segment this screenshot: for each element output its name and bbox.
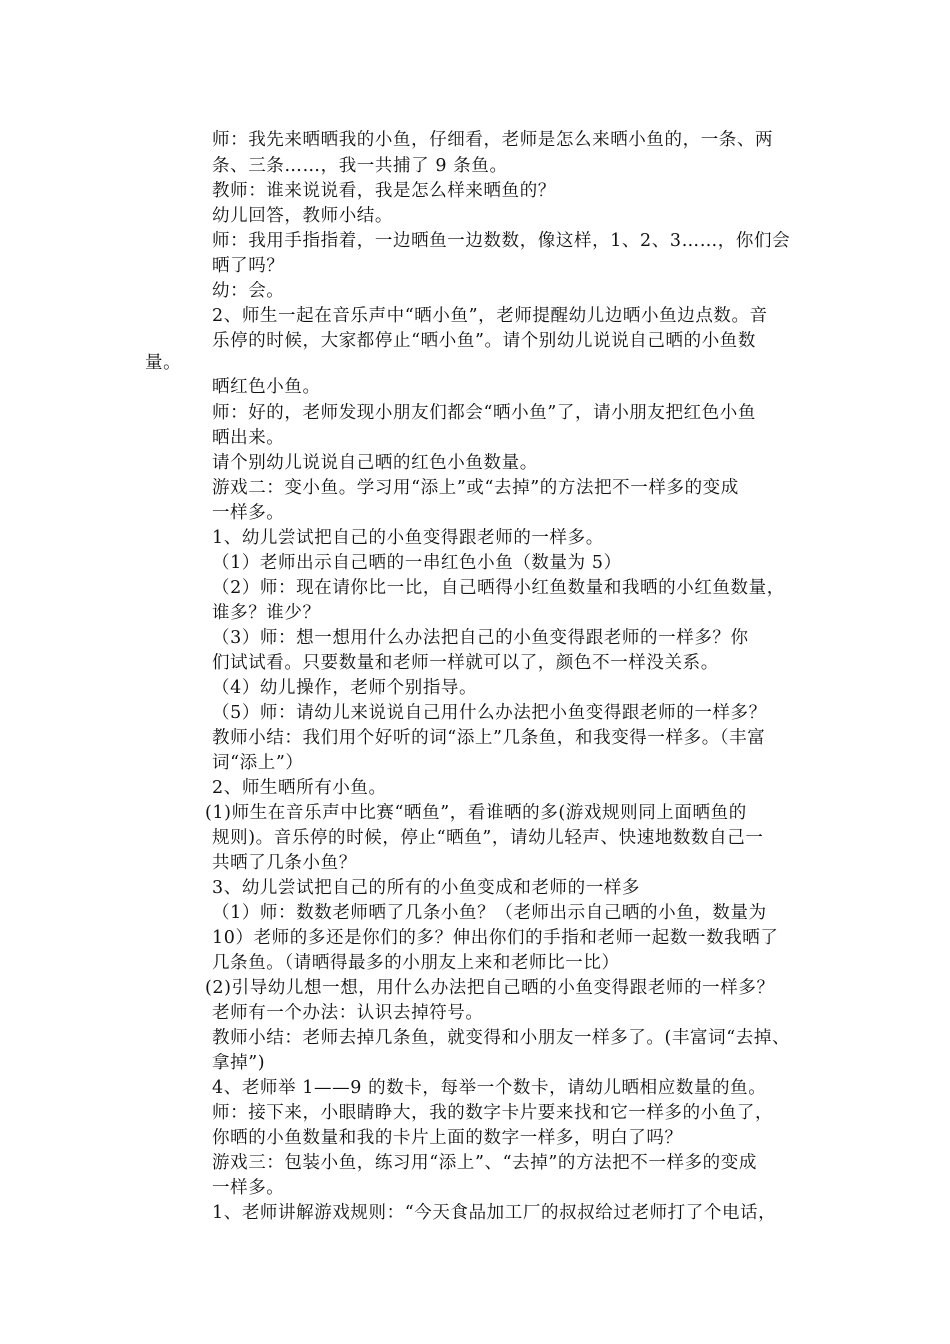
text-line: 教师小结：我们用个好听的词“添上”几条鱼，和我变得一样多。（丰富 bbox=[212, 728, 766, 748]
text-line: 1、老师讲解游戏规则：“今天食品加工厂的叔叔给过老师打了个电话， bbox=[212, 1203, 777, 1223]
text-line: 师：我先来晒晒我的小鱼，仔细看，老师是怎么来晒小鱼的，一条、两 bbox=[212, 130, 774, 150]
text-line: 10）老师的多还是你们的多？伸出你们的手指和老师一起数一数我晒了 bbox=[212, 928, 779, 948]
text-line: 师：好的，老师发现小朋友们都会“晒小鱼”了，请小朋友把红色小鱼 bbox=[212, 403, 756, 423]
text-line: 你晒的小鱼数量和我的卡片上面的数字一样多，明白了吗？ bbox=[212, 1128, 683, 1148]
text-line: 教师小结：老师去掉几条鱼，就变得和小朋友一样多了。(丰富词“去掉、 bbox=[212, 1028, 791, 1048]
text-line: 师：我用手指指着，一边晒鱼一边数数，像这样，1、2、3……，你们会 bbox=[212, 231, 791, 251]
text-line: 师：接下来，小眼睛睁大，我的数字卡片要来找和它一样多的小鱼了， bbox=[212, 1103, 774, 1123]
text-line: 条、三条……，我一共捕了 9 条鱼。 bbox=[212, 156, 508, 176]
text-line: 教师：谁来说说看，我是怎么样来晒鱼的？ bbox=[212, 181, 556, 201]
text-line: 一样多。 bbox=[212, 1178, 285, 1198]
text-line: （3）师：想一想用什么办法把自己的小鱼变得跟老师的一样多？你 bbox=[212, 628, 749, 648]
text-line: （4）幼儿操作，老师个别指导。 bbox=[212, 678, 478, 698]
text-line: 请个别幼儿说说自己晒的红色小鱼数量。 bbox=[212, 453, 538, 473]
text-line: 词“添上”） bbox=[212, 753, 304, 773]
text-line: 量。 bbox=[145, 353, 182, 373]
text-line: 2、师生一起在音乐声中“晒小鱼”，老师提醒幼儿边晒小鱼边点数。音 bbox=[212, 306, 768, 326]
text-line: 4、老师举 1——9 的数卡，每举一个数卡，请幼儿晒相应数量的鱼。 bbox=[212, 1078, 767, 1098]
text-line: 游戏二：变小鱼。学习用“添上”或“去掉”的方法把不一样多的变成 bbox=[212, 478, 739, 498]
text-line: 幼：会。 bbox=[212, 281, 285, 301]
text-line: （5）师：请幼儿来说说自己用什么办法把小鱼变得跟老师的一样多？ bbox=[212, 703, 767, 723]
text-line: 规则)。音乐停的时候，停止“晒鱼”，请幼儿轻声、快速地数数自己一 bbox=[212, 828, 764, 848]
text-line: （1）老师出示自己晒的一串红色小鱼（数量为 5） bbox=[212, 553, 622, 573]
text-line: （1）师：数数老师晒了几条小鱼？（老师出示自己晒的小鱼，数量为 bbox=[212, 903, 767, 923]
text-line: 一样多。 bbox=[212, 503, 285, 523]
text-line: 晒出来。 bbox=[212, 428, 285, 448]
text-line: 老师有一个办法：认识去掉符号。 bbox=[212, 1003, 484, 1023]
text-line: 谁多？谁少？ bbox=[212, 603, 321, 623]
text-line: (1)师生在音乐声中比赛“晒鱼”，看谁晒的多(游戏规则同上面晒鱼的 bbox=[205, 803, 747, 823]
text-line: 3、幼儿尝试把自己的所有的小鱼变成和老师的一样多 bbox=[212, 878, 641, 898]
text-line: 2、师生晒所有小鱼。 bbox=[212, 778, 387, 798]
text-line: 晒红色小鱼。 bbox=[212, 377, 321, 397]
text-line: 们试试看。只要数量和老师一样就可以了，颜色不一样没关系。 bbox=[212, 653, 719, 673]
text-line: (2)引导幼儿想一想，用什么办法把自己晒的小鱼变得跟老师的一样多？ bbox=[205, 978, 775, 998]
text-line: （2）师：现在请你比一比，自己晒得小红鱼数量和我晒的小红鱼数量， bbox=[212, 578, 785, 598]
text-line: 乐停的时候，大家都停止“晒小鱼”。请个别幼儿说说自己晒的小鱼数 bbox=[212, 331, 756, 351]
text-line: 1、幼儿尝试把自己的小鱼变得跟老师的一样多。 bbox=[212, 528, 604, 548]
text-line: 幼儿回答，教师小结。 bbox=[212, 206, 393, 226]
text-line: 晒了吗？ bbox=[212, 256, 285, 276]
text-line: 共晒了几条小鱼？ bbox=[212, 853, 357, 873]
text-line: 几条鱼。（请晒得最多的小朋友上来和老师比一比） bbox=[212, 953, 620, 973]
text-line: 拿掉”) bbox=[212, 1053, 266, 1073]
text-line: 游戏三：包装小鱼，练习用“添上”、“去掉”的方法把不一样多的变成 bbox=[212, 1153, 757, 1173]
